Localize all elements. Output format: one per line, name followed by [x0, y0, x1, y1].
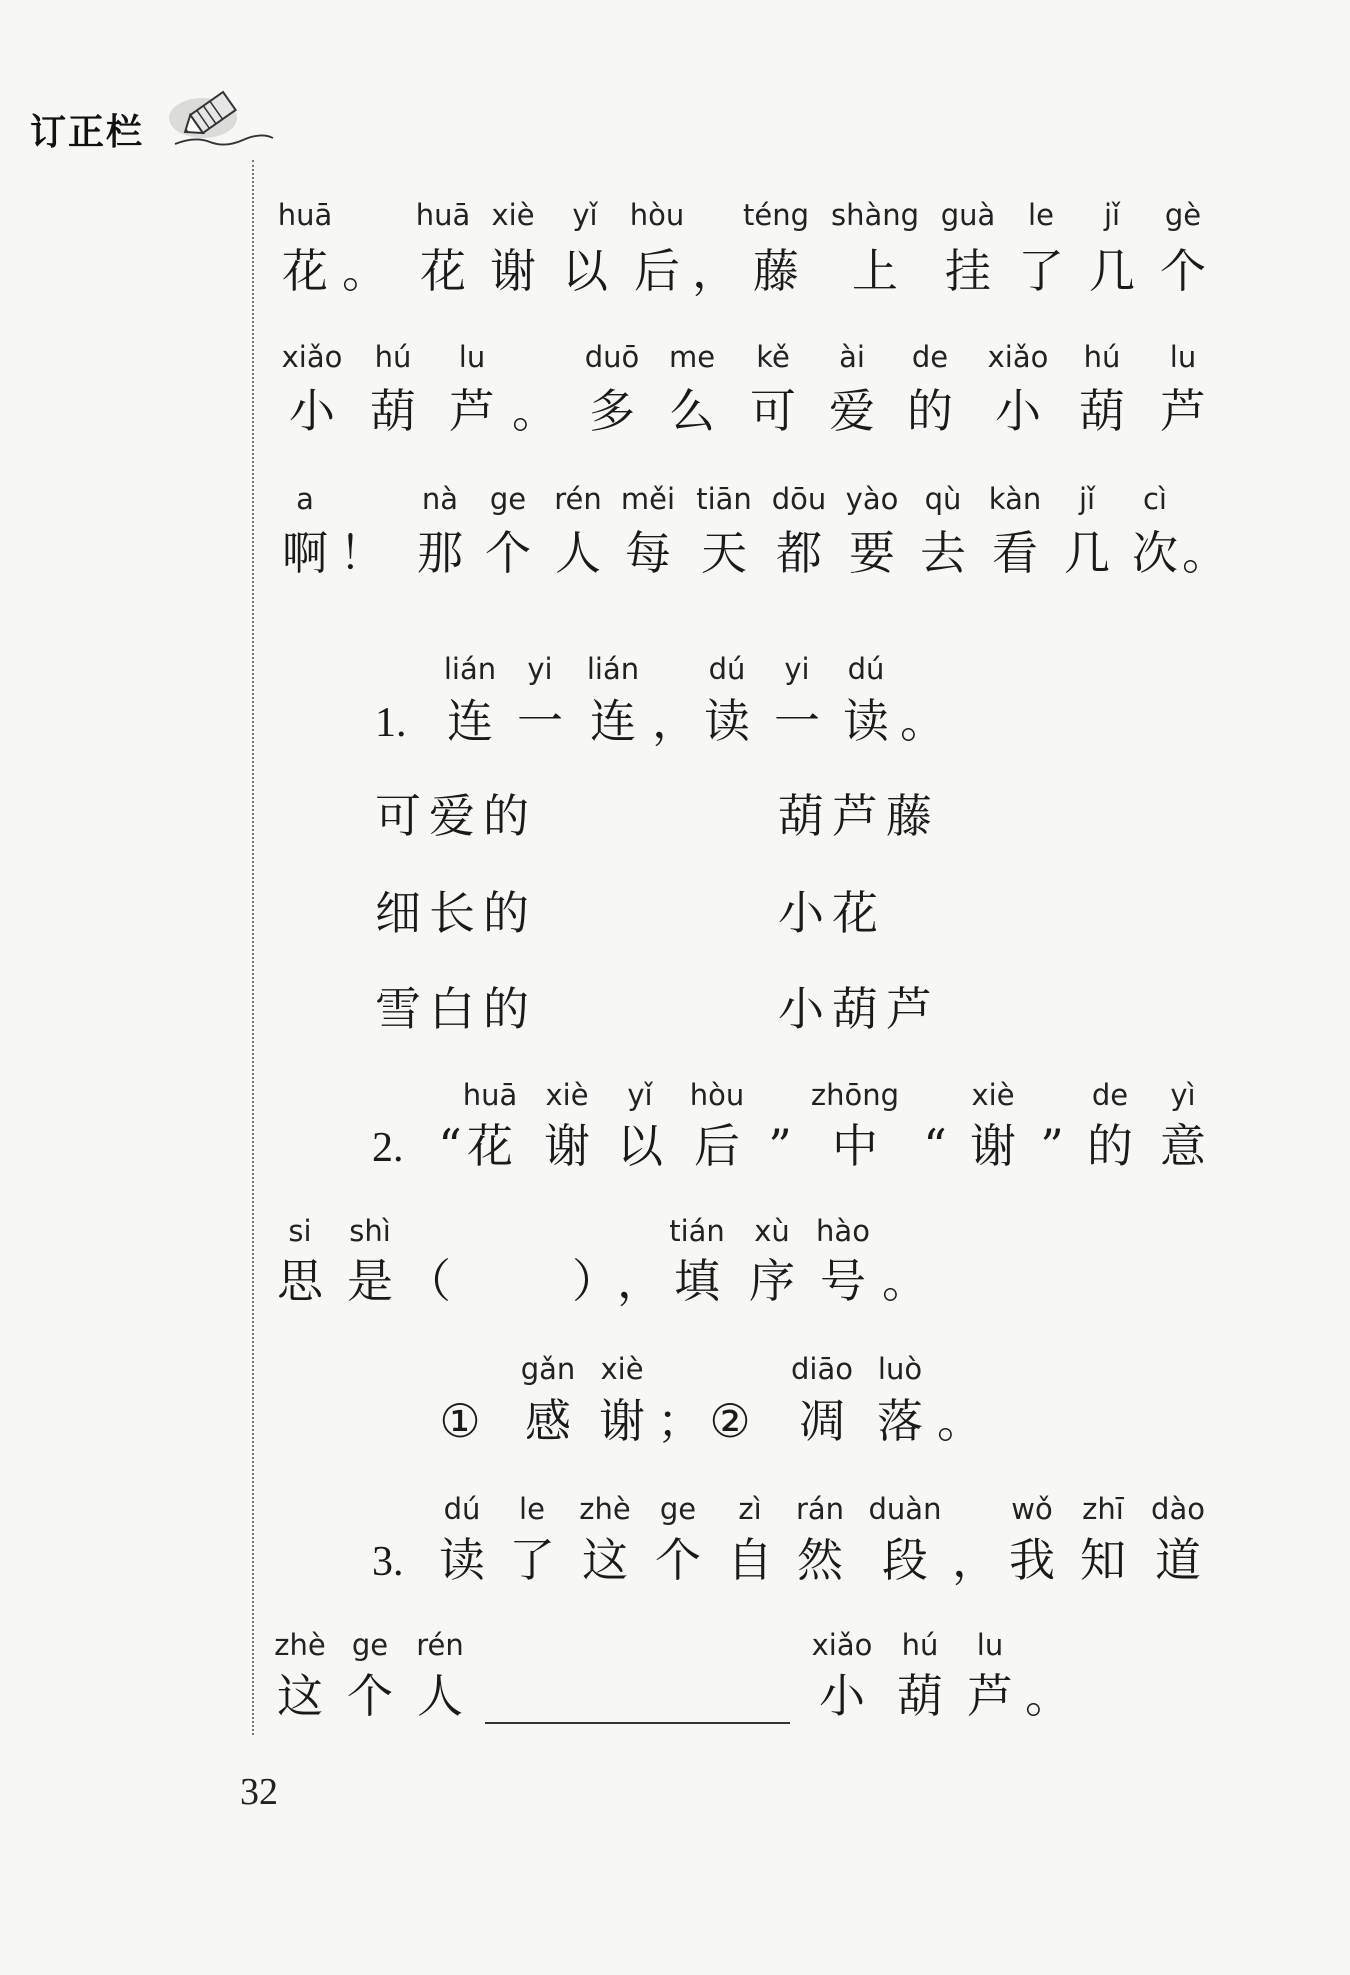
pinyin: lu — [1169, 340, 1197, 374]
hanzi: 以 — [617, 1119, 663, 1173]
hanzi: 后 — [694, 1119, 740, 1173]
pinyin: hòu — [689, 1078, 745, 1112]
pinyin: hòu — [629, 198, 685, 232]
hanzi: 自 — [727, 1533, 773, 1587]
pinyin: xiǎo — [987, 340, 1049, 374]
hanzi: 要 — [849, 526, 895, 580]
hanzi: 那 — [417, 526, 463, 580]
question-number: 2. — [372, 1125, 404, 1171]
hanzi: 是 — [347, 1254, 393, 1308]
pinyin: duō — [584, 340, 640, 374]
hanzi: 芦 — [449, 384, 495, 438]
hanzi: 每 — [625, 526, 671, 580]
pinyin: xiè — [545, 1078, 589, 1112]
hanzi: 次 — [1132, 526, 1178, 580]
pinyin: qù — [924, 482, 962, 516]
hanzi: 道 — [1155, 1533, 1201, 1587]
pinyin: zì — [738, 1492, 762, 1526]
pinyin: zhè — [274, 1628, 326, 1662]
pinyin: guà — [940, 198, 996, 232]
pinyin: xiè — [600, 1352, 644, 1386]
correction-divider — [252, 160, 254, 1735]
pinyin: de — [1091, 1078, 1129, 1112]
hanzi: 凋 — [799, 1394, 845, 1448]
hanzi: 连 — [590, 694, 636, 748]
pinyin: lián — [586, 652, 640, 686]
hanzi: ， — [692, 244, 738, 298]
hanzi: “ — [438, 1119, 462, 1173]
pinyin: tiān — [696, 482, 752, 516]
hanzi: ” — [768, 1119, 792, 1173]
hanzi: 花 — [420, 244, 466, 298]
pinyin: huā — [415, 198, 471, 232]
hanzi: （ — [405, 1254, 451, 1308]
hanzi: 中 — [832, 1119, 878, 1173]
hanzi: 谢 — [544, 1119, 590, 1173]
hanzi: 小 — [289, 384, 335, 438]
pinyin: shàng — [830, 198, 920, 232]
correction-column-header — [30, 82, 260, 152]
hanzi: 这 — [277, 1669, 323, 1723]
pinyin: le — [519, 1492, 545, 1526]
hanzi: 。 — [1025, 1669, 1071, 1723]
hanzi: 思 — [277, 1254, 323, 1308]
pinyin: rán — [795, 1492, 845, 1526]
pinyin: lián — [443, 652, 497, 686]
pinyin: yǐ — [572, 198, 598, 232]
pinyin: xù — [754, 1214, 790, 1248]
hanzi: 藤 — [753, 244, 799, 298]
pinyin: rén — [416, 1628, 464, 1662]
hanzi: 看 — [992, 526, 1038, 580]
pinyin: si — [288, 1214, 312, 1248]
match-right-item[interactable]: 小葫芦 — [778, 982, 940, 1036]
hanzi: 读 — [704, 694, 750, 748]
hanzi: 谢 — [970, 1119, 1016, 1173]
pinyin: ge — [659, 1492, 697, 1526]
hanzi: 可 — [750, 384, 796, 438]
hanzi: 个 — [655, 1533, 701, 1587]
pinyin: le — [1028, 198, 1054, 232]
hanzi: 天 — [701, 526, 747, 580]
pinyin: xiǎo — [281, 340, 343, 374]
pinyin: kàn — [988, 482, 1042, 516]
hanzi: 花 — [282, 244, 328, 298]
hanzi: 都 — [776, 526, 822, 580]
pinyin: dào — [1151, 1492, 1205, 1526]
hanzi: 人 — [555, 526, 601, 580]
pinyin: rén — [554, 482, 602, 516]
hanzi: 几 — [1089, 244, 1135, 298]
correction-column-title: 订正栏 — [30, 112, 145, 153]
pinyin: zhī — [1082, 1492, 1124, 1526]
pinyin: yì — [1170, 1078, 1196, 1112]
pinyin: shì — [349, 1214, 391, 1248]
pinyin: hú — [1083, 340, 1121, 374]
hanzi: 然 — [797, 1533, 843, 1587]
hanzi: 人 — [417, 1669, 463, 1723]
pinyin: ài — [839, 340, 865, 374]
hanzi: 知 — [1080, 1533, 1126, 1587]
hanzi: 芦 — [967, 1669, 1013, 1723]
pinyin: gè — [1164, 198, 1202, 232]
pinyin: jǐ — [1078, 482, 1096, 516]
hanzi: 号 — [820, 1254, 866, 1308]
pinyin: hú — [374, 340, 412, 374]
pinyin: wǒ — [1011, 1492, 1053, 1526]
pinyin: de — [911, 340, 949, 374]
hanzi: 。 — [937, 1394, 983, 1448]
hanzi: 读 — [439, 1533, 485, 1587]
pinyin: yǐ — [627, 1078, 653, 1112]
hanzi: 了 — [509, 1533, 555, 1587]
hanzi: 爱 — [829, 384, 875, 438]
hanzi: 意 — [1160, 1119, 1206, 1173]
hanzi: 个 — [485, 526, 531, 580]
hanzi: ； — [657, 1394, 703, 1448]
pinyin: hú — [901, 1628, 939, 1662]
pinyin: xiè — [971, 1078, 1015, 1112]
pinyin: lu — [976, 1628, 1004, 1662]
pinyin: cì — [1142, 482, 1168, 516]
hanzi: 多 — [589, 384, 635, 438]
hanzi: ” — [1040, 1119, 1064, 1173]
pinyin: tián — [669, 1214, 725, 1248]
match-right-item[interactable]: 小花 — [778, 886, 886, 940]
pinyin: diāo — [791, 1352, 853, 1386]
pinyin: yi — [527, 652, 553, 686]
pinyin: kě — [756, 340, 790, 374]
hanzi: 读 — [843, 694, 889, 748]
hanzi: 花 — [467, 1119, 513, 1173]
hanzi: 连 — [447, 694, 493, 748]
hanzi: 。 — [882, 1254, 928, 1308]
hanzi: 葫 — [897, 1669, 943, 1723]
hanzi: 填 — [674, 1254, 720, 1308]
pinyin: ge — [351, 1628, 389, 1662]
option-marker: ② — [709, 1394, 751, 1448]
hanzi: ， — [952, 1533, 998, 1587]
pinyin: xiè — [491, 198, 535, 232]
pinyin: hào — [816, 1214, 870, 1248]
hanzi: “ — [923, 1119, 947, 1173]
hanzi: 。 — [900, 694, 946, 748]
pencil-icon — [165, 82, 275, 152]
hanzi: 啊 — [282, 526, 328, 580]
hanzi: 谢 — [599, 1394, 645, 1448]
hanzi: 挂 — [945, 244, 991, 298]
match-left-item[interactable]: 雪白的 — [375, 982, 537, 1036]
hanzi: 段 — [882, 1533, 928, 1587]
pinyin: gǎn — [520, 1352, 576, 1386]
hanzi: 。 — [342, 244, 388, 298]
hanzi: 个 — [347, 1669, 393, 1723]
pinyin: huā — [462, 1078, 518, 1112]
hanzi: 小 — [819, 1669, 865, 1723]
hanzi: 芦 — [1160, 384, 1206, 438]
match-left-item[interactable]: 细长的 — [375, 886, 537, 940]
question-number: 1. — [375, 700, 407, 746]
hanzi: 去 — [920, 526, 966, 580]
page-number: 32 — [240, 1771, 278, 1813]
pinyin: dú — [847, 652, 885, 686]
hanzi: 谢 — [490, 244, 536, 298]
hanzi: 以 — [562, 244, 608, 298]
hanzi: 落 — [877, 1394, 923, 1448]
pinyin: a — [296, 482, 314, 516]
hanzi: 个 — [1160, 244, 1206, 298]
pinyin: dú — [443, 1492, 481, 1526]
pinyin: jǐ — [1103, 198, 1121, 232]
hanzi: 。 — [1182, 526, 1228, 580]
pinyin: téng — [742, 198, 810, 232]
hanzi: 感 — [525, 1394, 571, 1448]
pinyin: ge — [489, 482, 527, 516]
pinyin: nà — [421, 482, 459, 516]
hanzi: 上 — [852, 244, 898, 298]
pinyin: zhè — [579, 1492, 631, 1526]
hanzi: 一 — [517, 694, 563, 748]
pinyin: luò — [877, 1352, 923, 1386]
question-number: 3. — [372, 1539, 404, 1585]
pinyin: dú — [708, 652, 746, 686]
hanzi: 的 — [1087, 1119, 1133, 1173]
hanzi: 么 — [669, 384, 715, 438]
hanzi: 这 — [582, 1533, 628, 1587]
hanzi: 序 — [749, 1254, 795, 1308]
pinyin: duàn — [868, 1492, 942, 1526]
match-left-item[interactable]: 可爱的 — [375, 789, 537, 843]
pinyin: dōu — [771, 482, 827, 516]
pinyin: yi — [784, 652, 810, 686]
hanzi: 几 — [1064, 526, 1110, 580]
option-marker: ① — [439, 1394, 481, 1448]
pinyin: yào — [845, 482, 899, 516]
hanzi: ） — [572, 1254, 618, 1308]
pinyin: zhōng — [810, 1078, 900, 1112]
pinyin: huā — [277, 198, 333, 232]
hanzi: 葫 — [1079, 384, 1125, 438]
hanzi: 我 — [1009, 1533, 1055, 1587]
hanzi: ， — [617, 1254, 663, 1308]
hanzi: ， — [652, 694, 698, 748]
pinyin: me — [668, 340, 716, 374]
q3-answer-blank[interactable] — [485, 1722, 790, 1724]
hanzi: ！ — [339, 526, 385, 580]
pinyin: xiǎo — [811, 1628, 873, 1662]
pinyin: lu — [458, 340, 486, 374]
hanzi: 。 — [512, 384, 558, 438]
match-right-item[interactable]: 葫芦藤 — [778, 789, 940, 843]
hanzi: 一 — [774, 694, 820, 748]
pinyin: měi — [620, 482, 676, 516]
hanzi: 的 — [907, 384, 953, 438]
hanzi: 了 — [1018, 244, 1064, 298]
hanzi: 葫 — [370, 384, 416, 438]
hanzi: 后 — [634, 244, 680, 298]
hanzi: 小 — [995, 384, 1041, 438]
